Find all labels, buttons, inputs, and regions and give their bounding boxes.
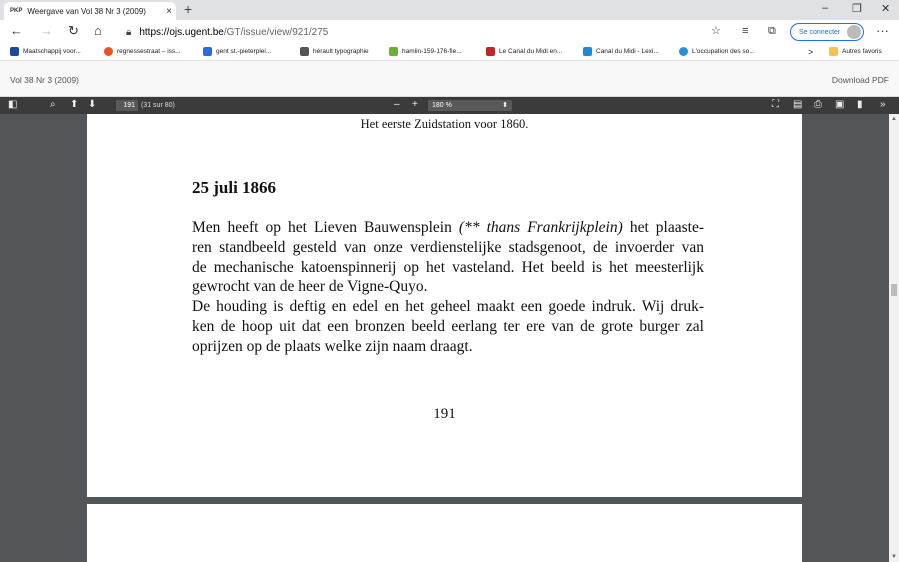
bookmark-favicon-icon <box>10 47 19 56</box>
restore-button[interactable]: ❐ <box>852 3 862 15</box>
url-path: /GT/issue/view/921/275 <box>223 26 329 38</box>
bookmarks-overflow-button[interactable]: > <box>808 47 814 57</box>
url-host: https://ojs.ugent.be <box>139 26 224 38</box>
new-tab-button[interactable]: + <box>184 1 193 17</box>
bookmark-favicon-icon <box>679 47 688 56</box>
figure-caption: Het eerste Zuidstation voor 1860. <box>360 117 529 131</box>
page-count: (31 sur 80) <box>141 102 175 109</box>
previous-page-icon[interactable]: ⬆ <box>70 99 79 110</box>
address-bar[interactable] <box>116 23 736 41</box>
minimize-button[interactable]: – <box>822 2 829 14</box>
collections-icon[interactable]: ⧉ <box>768 25 776 37</box>
text-line: Men heeft op het Lieven Bauwensplein (** thans Frankrijkplein) het plaaste- <box>192 219 704 236</box>
pdf-page-next <box>87 504 802 562</box>
issue-link[interactable]: Vol 38 Nr 3 (2009) <box>10 75 79 85</box>
body-paragraph <box>192 218 704 357</box>
favorite-star-icon[interactable]: ☆ <box>711 25 721 37</box>
text-line: oprijzen op de plaats welke zijn naam draagt. <box>192 337 473 355</box>
avatar-icon <box>847 25 861 39</box>
bookmark-item[interactable]: Maatschappij voor... <box>10 47 81 56</box>
bookmark-favicon-icon <box>300 47 309 56</box>
save-icon[interactable]: ▣ <box>835 99 845 110</box>
bookmark-item[interactable]: Canal du Midi - Lexi... <box>583 47 659 56</box>
vertical-scrollbar[interactable] <box>889 114 899 562</box>
bookmark-favicon-icon <box>389 47 398 56</box>
browser-tab[interactable] <box>4 2 176 20</box>
tab-title: Weergave van Vol 38 Nr 3 (2009) <box>27 6 146 16</box>
bookmark-item[interactable]: hérault typographie <box>300 47 369 56</box>
open-file-icon[interactable]: ▤ <box>793 99 803 110</box>
print-icon[interactable]: ⎙ <box>814 99 822 110</box>
refresh-icon[interactable]: ↻ <box>68 23 79 38</box>
tools-overflow-icon[interactable]: » <box>880 99 886 110</box>
zoom-in-button[interactable]: + <box>412 99 418 110</box>
other-favorites-folder[interactable]: Autres favoris <box>829 47 882 56</box>
bookmark-item[interactable]: gent st.-pieterplei... <box>203 47 271 56</box>
bookmark-icon[interactable]: ▮ <box>857 99 863 110</box>
lock-icon: 🔒︎ <box>126 26 132 38</box>
bookmark-favicon-icon <box>203 47 212 56</box>
zoom-out-button[interactable]: – <box>394 99 400 110</box>
bookmark-favicon-icon <box>486 47 495 56</box>
search-icon[interactable]: ⌕ <box>50 99 56 110</box>
bookmark-item[interactable]: hamlin-159-176-fie... <box>389 47 462 56</box>
text-line: ken de hoop uit dat een bronzen beeld eerlang ter ere van de grote burger zal <box>192 317 704 335</box>
pkp-favicon-icon: PKP <box>10 8 23 14</box>
tab-strip <box>0 0 899 20</box>
bookmark-item[interactable]: Le Canal du Midi en... <box>486 47 562 56</box>
bookmark-favicon-icon <box>583 47 592 56</box>
zoom-caret-icon: ⬍ <box>502 102 508 109</box>
text-line: De houding is deftig en edel en het geheel maakt een goede indruk. Wij druk- <box>192 298 704 316</box>
scroll-down-icon[interactable]: ▼ <box>891 554 897 560</box>
home-icon[interactable]: ⌂ <box>94 23 102 38</box>
page-number-input[interactable]: 191 <box>116 100 138 111</box>
tab-close-icon[interactable]: × <box>166 5 172 17</box>
zoom-select[interactable] <box>428 100 512 111</box>
more-menu-icon[interactable]: ··· <box>876 23 889 38</box>
folder-icon <box>829 47 838 56</box>
bookmark-item[interactable]: L'occupation des so... <box>679 47 755 56</box>
bookmark-favicon-icon <box>104 47 113 56</box>
text-line: de mechanische katoenspinnerij op het vasteland. Het beeld is het meesterlijk <box>192 258 704 276</box>
page-number: 191 <box>433 406 456 422</box>
next-page-icon[interactable]: ⬇ <box>88 99 97 110</box>
window-close-button[interactable]: ✕ <box>881 3 891 15</box>
pdf-page <box>87 114 802 497</box>
pdf-toolbar <box>0 97 899 114</box>
scroll-up-icon[interactable]: ▲ <box>891 116 897 122</box>
back-arrow-icon[interactable]: ← <box>10 23 23 38</box>
favorites-list-icon[interactable]: ≡ <box>742 25 749 37</box>
scroll-thumb[interactable] <box>891 284 897 296</box>
bookmark-item[interactable]: regnessestraat – iss... <box>104 47 181 56</box>
navigation-bar <box>0 20 899 44</box>
zoom-value: 180 % <box>432 102 452 109</box>
bookmarks-bar <box>0 44 899 61</box>
download-pdf-link[interactable]: Download PDF <box>831 75 889 85</box>
sign-in-label: Se connecter <box>799 28 841 36</box>
text-line: gewrocht van de heer de Vigne-Quyo. <box>192 278 428 296</box>
forward-arrow-icon[interactable]: → <box>40 23 53 38</box>
viewer-header <box>0 61 899 97</box>
sign-in-button[interactable] <box>790 23 864 41</box>
text-line: ren standbeeld gesteld van onze verdienstelijke stadsgenoot, de invoerder van <box>192 238 704 256</box>
sidebar-toggle-icon[interactable]: ◧ <box>8 99 18 110</box>
section-heading: 25 juli 1866 <box>192 178 277 197</box>
fullscreen-icon[interactable]: ⛶ <box>772 99 779 110</box>
